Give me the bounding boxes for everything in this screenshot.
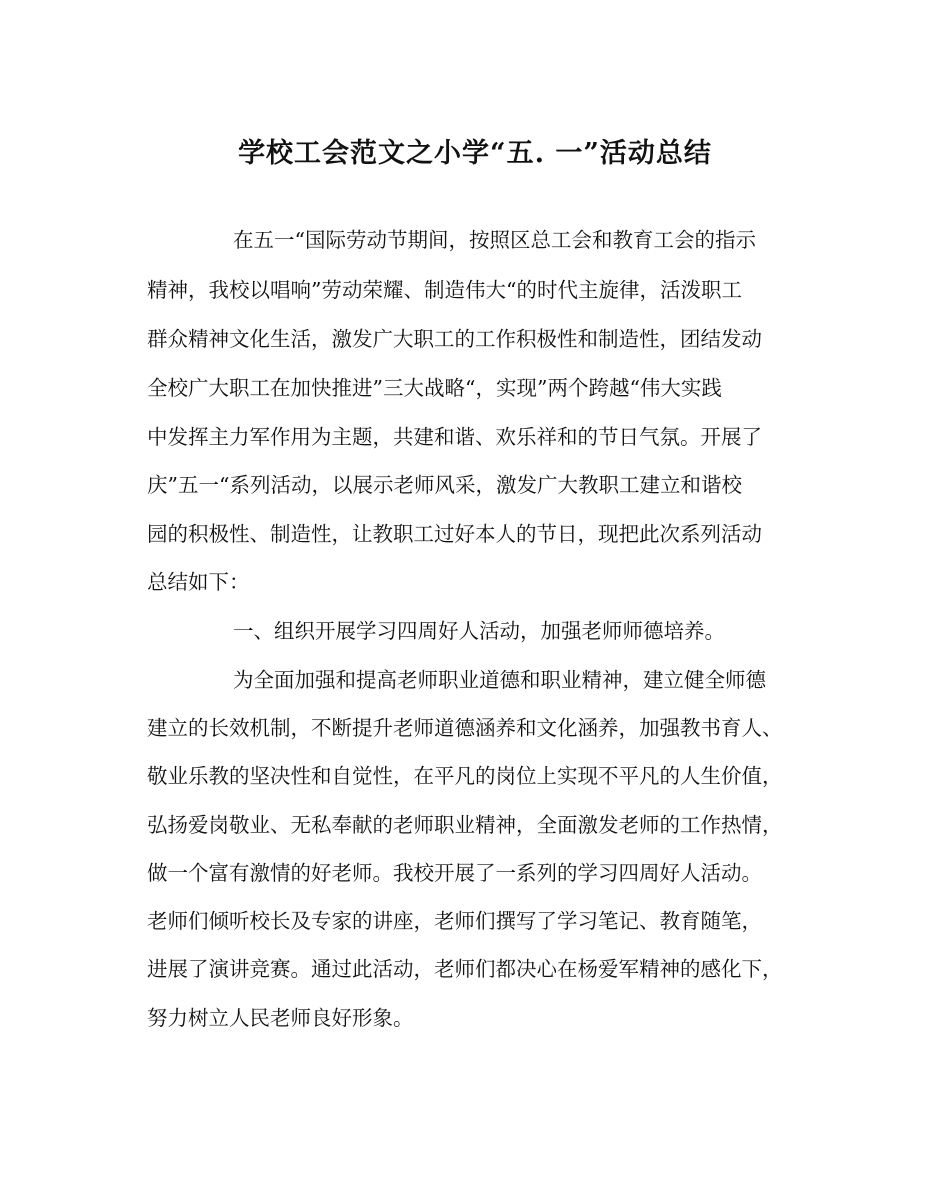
paragraph-line-1: 在五一“国际劳动节期间，按照区总工会和教育工会的指示 [233, 228, 756, 252]
paragraph-line-5: 中发挥主力军作用为主题，共建和谐、欢乐祥和的节日气氛。开展了 [147, 425, 762, 449]
paragraph-line-12: 弘扬爱岗敬业、无私奉献的老师职业精神，全面激发老师的工作热情， [147, 813, 783, 837]
paragraph-line-7: 园的积极性、制造性，让教职工过好本人的节日，现把此次系列活动 [147, 522, 762, 546]
paragraph-line-11: 敬业乐教的坚决性和自觉性，在平凡的岗位上实现不平凡的人生价值， [147, 764, 783, 788]
paragraph-line-14: 老师们倾听校长及专家的讲座，老师们撰写了学习笔记、教育随笔， [147, 909, 762, 933]
paragraph-line-10: 建立的长效机制，不断提升老师道德涵养和文化涵养，加强教书育人、 [147, 716, 783, 740]
paragraph-line-15: 进展了演讲竞赛。通过此活动，老师们都决心在杨爱军精神的感化下， [147, 957, 783, 981]
paragraph-line-3: 群众精神文化生活，激发广大职工的工作积极性和制造性，团结发动 [147, 327, 762, 351]
section-heading-1: 一、组织开展学习四周好人活动，加强老师师德培养。 [233, 619, 725, 643]
paragraph-line-16: 努力树立人民老师良好形象。 [147, 1006, 414, 1030]
paragraph-line-4: 全校广大职工在加快推进”三大战略“，实现”两个跨越“伟大实践 [147, 376, 722, 400]
paragraph-line-9: 为全面加强和提高老师职业道德和职业精神，建立健全师德 [233, 668, 766, 692]
paragraph-line-6: 庆”五一“系列活动，以展示老师风采，激发广大教职工建立和谐校 [147, 473, 742, 497]
paragraph-line-13: 做一个富有激情的好老师。我校开展了一系列的学习四周好人活动。 [147, 861, 762, 885]
paragraph-line-8: 总结如下： [147, 570, 250, 594]
paragraph-line-2: 精神，我校以唱响”劳动荣耀、制造伟大“的时代主旋律，活泼职工 [147, 278, 742, 302]
document-title: 学校工会范文之小学“五. 一”活动总结 [238, 138, 712, 169]
